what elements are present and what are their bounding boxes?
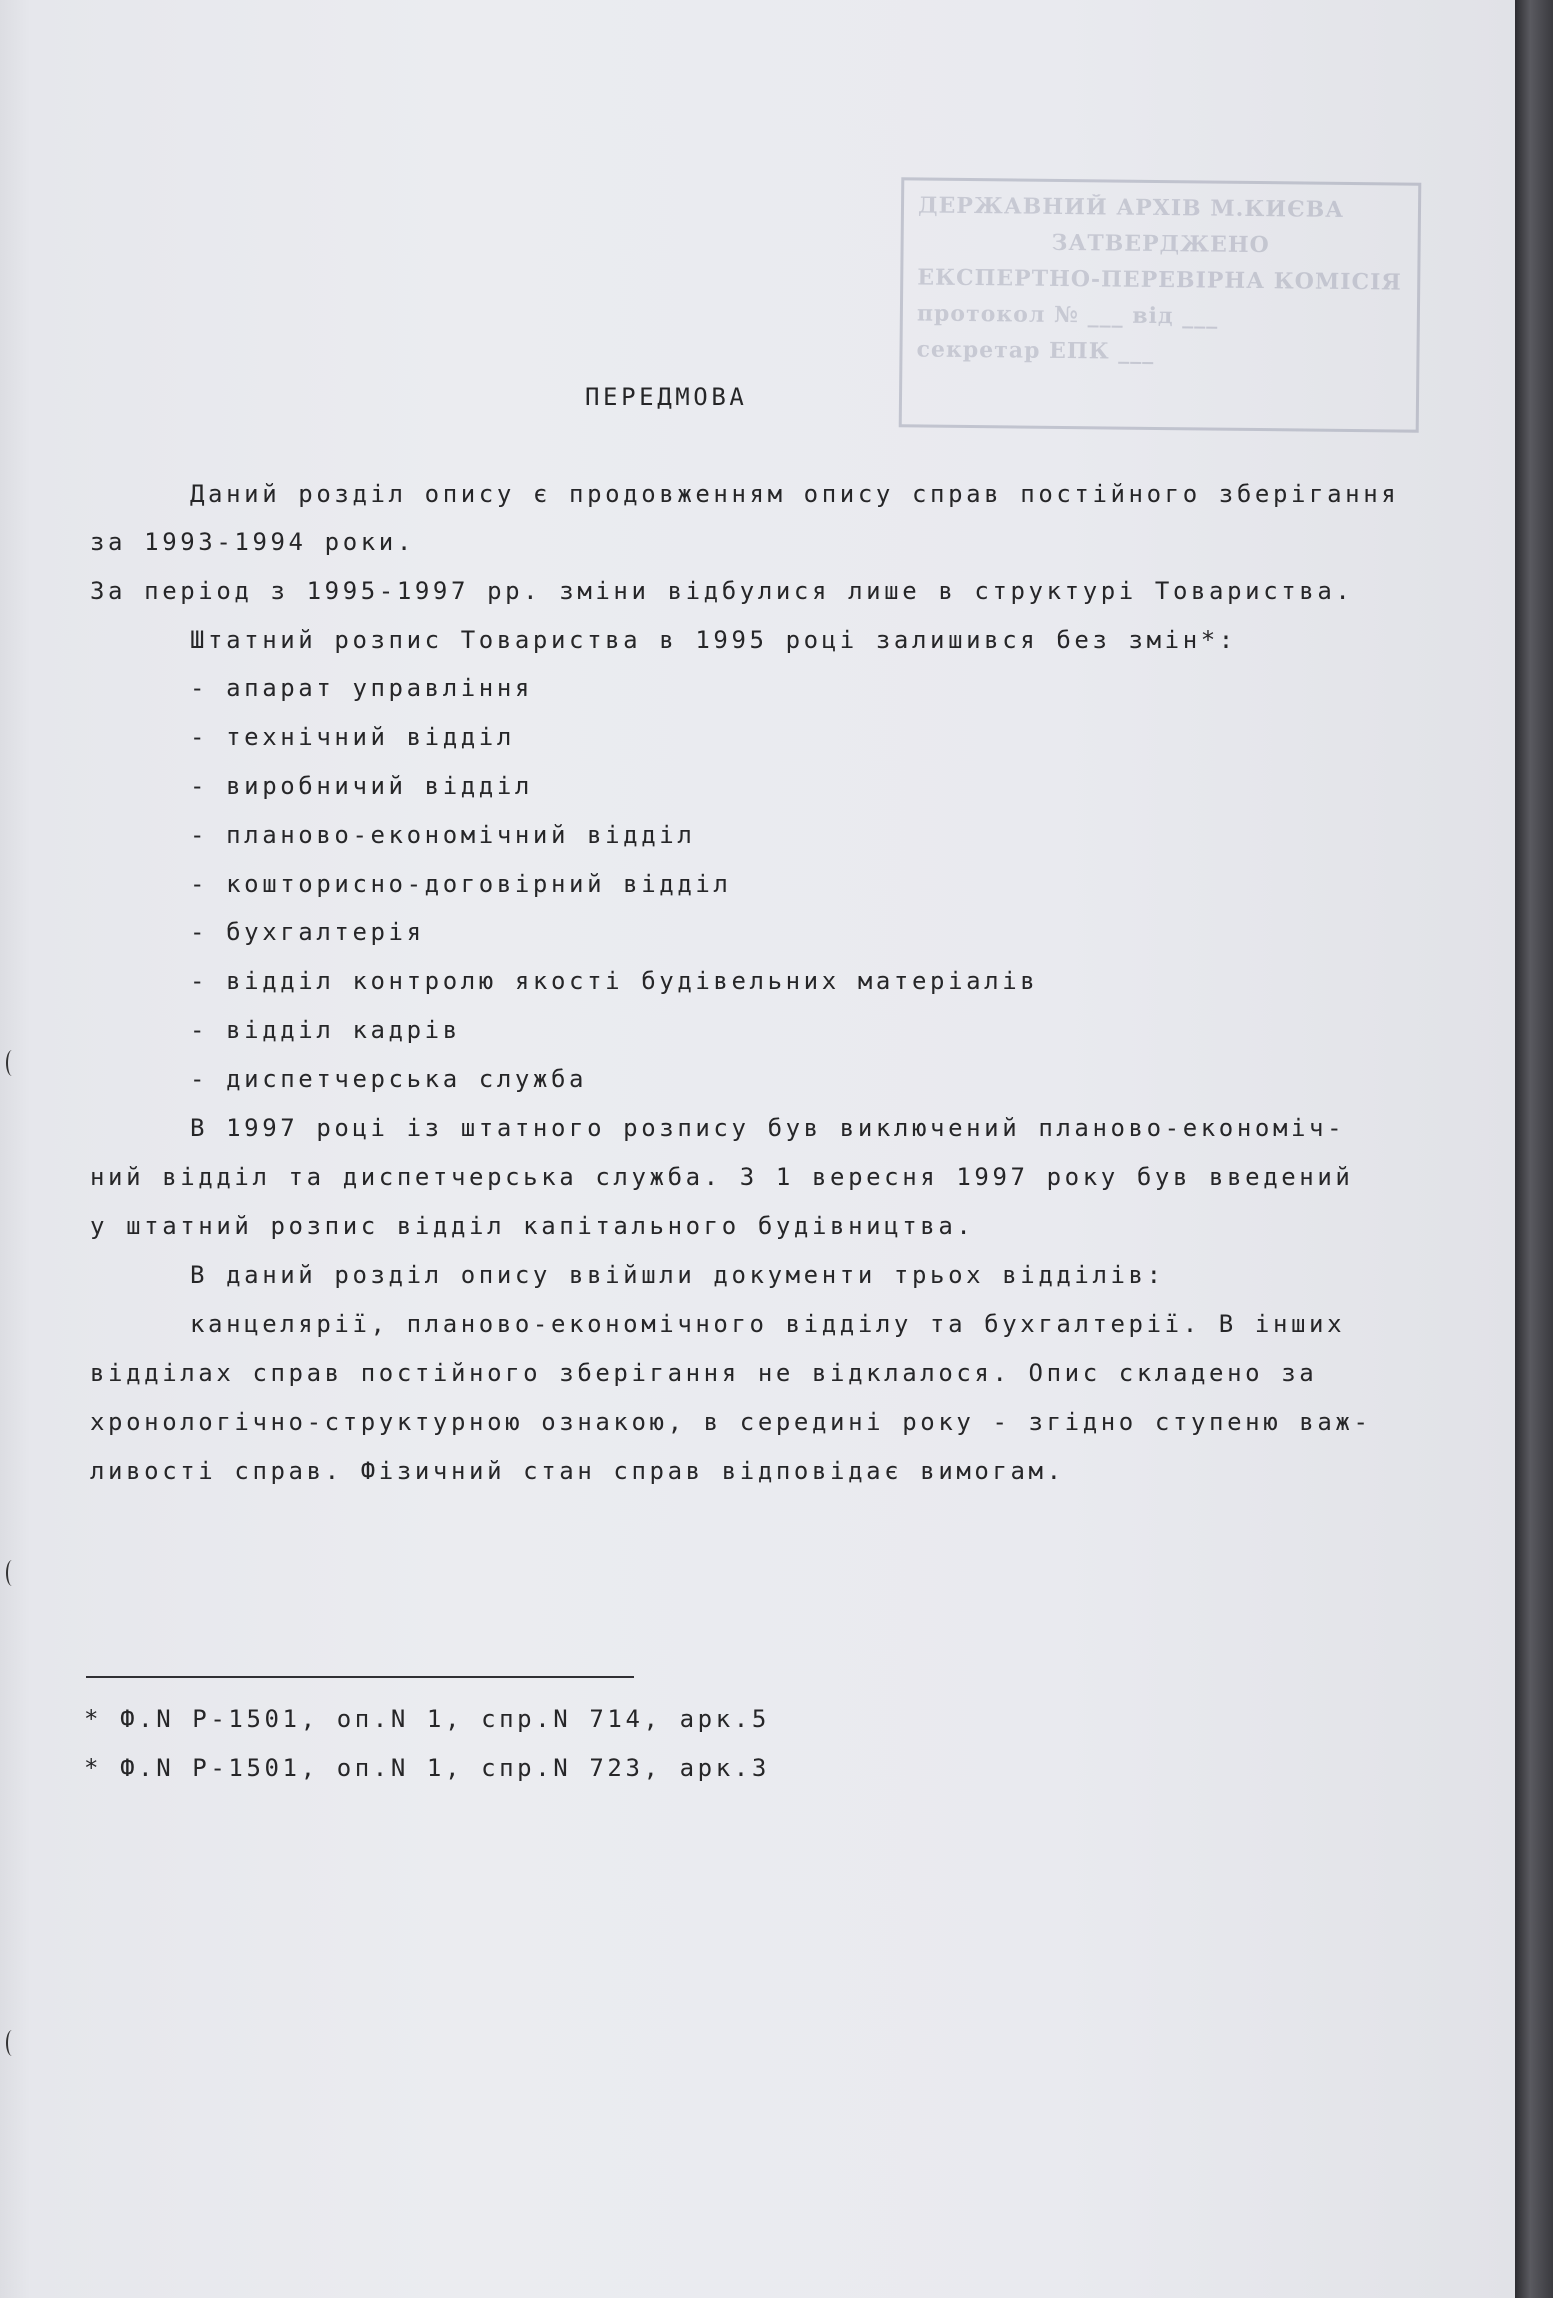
- paragraph-line: Даний розділ опису є продовженням опису справ постійного зберігання: [190, 480, 1400, 508]
- document-title: ПЕРЕДМОВА: [585, 383, 748, 411]
- footnote: * Ф.N Р-1501, оп.N 1, спр.N 723, арк.3: [84, 1754, 770, 1782]
- footnote: * Ф.N Р-1501, оп.N 1, спр.N 714, арк.5: [84, 1705, 770, 1733]
- paragraph-line: За період з 1995-1997 рр. зміни відбулися лише в структурі Товариства.: [90, 577, 1354, 605]
- stamp-line: ДЕРЖАВНИЙ АРХІВ М.КИЄВА: [917, 192, 1345, 223]
- paragraph-line: канцелярії, планово-економічного відділу та бухгалтерії. В інших: [190, 1310, 1346, 1338]
- list-item: - відділ контролю якості будівельних матеріалів: [190, 967, 1039, 995]
- stamp-line: ЕКСПЕРТНО-ПЕРЕВІРНА КОМІСІЯ: [917, 264, 1402, 296]
- list-item: - бухгалтерія: [190, 918, 425, 946]
- paragraph-line: у штатний розпис відділ капітального будівництва.: [90, 1212, 975, 1240]
- stamp-line: протокол № ___ від ___: [916, 300, 1219, 330]
- list-item: - диспетчерська служба: [190, 1065, 588, 1093]
- paragraph-line: хронологічно-структурною ознакою, в середині року - згідно ступеню важ-: [90, 1408, 1372, 1436]
- paragraph-line: відділах справ постійного зберігання не відклалося. Опис складено за: [90, 1359, 1318, 1387]
- paragraph-line: ний відділ та диспетчерська служба. З 1 вересня 1997 року був введений: [90, 1163, 1354, 1191]
- list-item: - кошторисно-договірний відділ: [190, 870, 732, 898]
- paragraph-line: В даний розділ опису ввійшли документи трьох відділів:: [190, 1261, 1165, 1289]
- list-item: - планово-економічний відділ: [190, 821, 696, 849]
- stamp-line: секретар ЕПК ___: [916, 336, 1155, 365]
- footnote-divider: [86, 1676, 634, 1678]
- paragraph-line: Штатний розпис Товариства в 1995 році залишився без змін*:: [190, 626, 1237, 654]
- paragraph-line: ливості справ. Фізичний стан справ відповідає вимогам.: [90, 1457, 1065, 1485]
- stamp-line: ЗАТВЕРДЖЕНО: [1051, 229, 1270, 259]
- binding-hole-mark: [6, 1050, 18, 1076]
- list-item: - апарат управління: [190, 674, 533, 702]
- paragraph-line: В 1997 році із штатного розпису був виключений планово-економіч-: [190, 1114, 1346, 1142]
- archive-stamp: [899, 177, 1422, 432]
- paragraph-line: за 1993-1994 роки.: [90, 528, 415, 556]
- binding-hole-mark: [6, 1560, 18, 1586]
- list-item: - відділ кадрів: [190, 1016, 461, 1044]
- page-edge-shadow: [1515, 0, 1553, 2298]
- binding-hole-mark: [6, 2030, 18, 2056]
- list-item: - виробничий відділ: [190, 772, 533, 800]
- list-item: - технічний відділ: [190, 723, 515, 751]
